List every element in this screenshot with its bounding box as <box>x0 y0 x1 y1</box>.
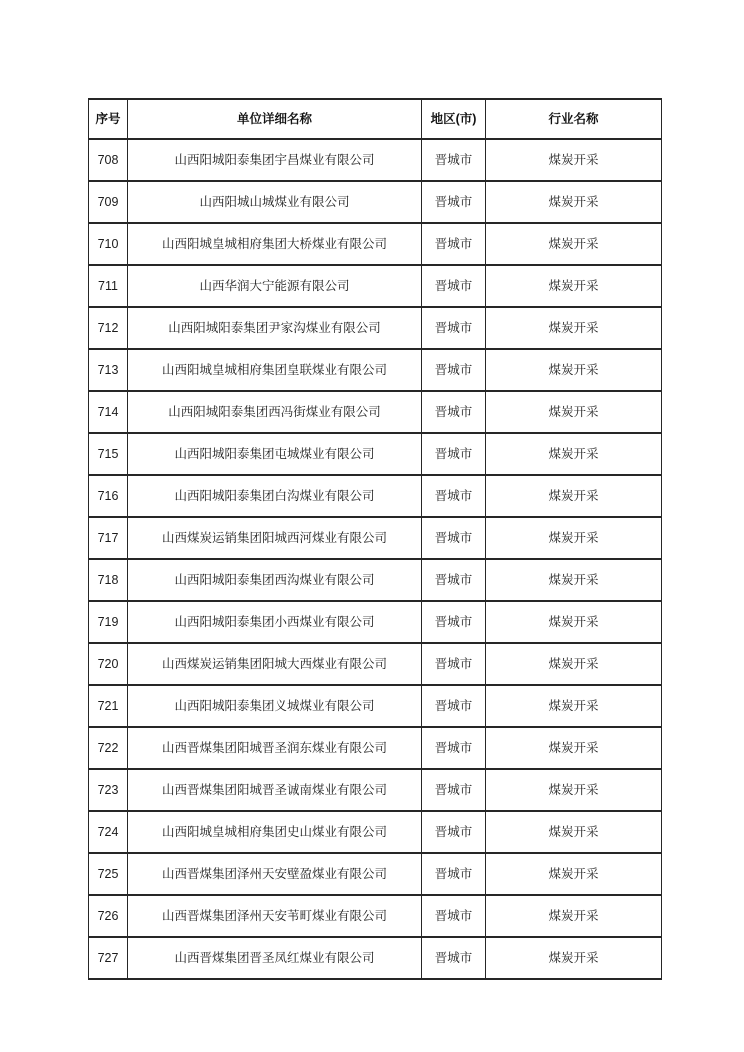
company-name-cell: 山西阳城阳泰集团白沟煤业有限公司 <box>128 475 422 517</box>
region-cell: 晋城市 <box>422 811 486 853</box>
industry-cell: 煤炭开采 <box>486 643 662 685</box>
table-row <box>89 181 662 223</box>
industry-cell: 煤炭开采 <box>486 601 662 643</box>
industry-cell: 煤炭开采 <box>486 475 662 517</box>
row-number-cell: 717 <box>89 517 128 559</box>
company-name-cell: 山西阳城阳泰集团屯城煤业有限公司 <box>128 433 422 475</box>
industry-cell: 煤炭开采 <box>486 139 662 181</box>
industry-cell: 煤炭开采 <box>486 769 662 811</box>
industry-cell: 煤炭开采 <box>486 349 662 391</box>
region-cell: 晋城市 <box>422 349 486 391</box>
region-cell: 晋城市 <box>422 223 486 265</box>
row-number-cell: 727 <box>89 937 128 979</box>
header-region: 地区(市) <box>422 99 486 139</box>
table-body <box>89 139 662 979</box>
row-number-cell: 721 <box>89 685 128 727</box>
region-cell: 晋城市 <box>422 685 486 727</box>
region-cell: 晋城市 <box>422 601 486 643</box>
header-serial-number: 序号 <box>89 99 128 139</box>
company-name-cell: 山西阳城皇城相府集团大桥煤业有限公司 <box>128 223 422 265</box>
header-industry: 行业名称 <box>486 99 662 139</box>
region-cell: 晋城市 <box>422 769 486 811</box>
table-row <box>89 139 662 181</box>
company-name-cell: 山西阳城阳泰集团义城煤业有限公司 <box>128 685 422 727</box>
industry-cell: 煤炭开采 <box>486 811 662 853</box>
company-name-cell: 山西阳城皇城相府集团史山煤业有限公司 <box>128 811 422 853</box>
table-row <box>89 349 662 391</box>
row-number-cell: 716 <box>89 475 128 517</box>
row-number-cell: 723 <box>89 769 128 811</box>
company-name-cell: 山西阳城阳泰集团尹家沟煤业有限公司 <box>128 307 422 349</box>
table-row <box>89 433 662 475</box>
row-number-cell: 725 <box>89 853 128 895</box>
table-row <box>89 559 662 601</box>
row-number-cell: 708 <box>89 139 128 181</box>
row-number-cell: 714 <box>89 391 128 433</box>
table-row <box>89 769 662 811</box>
industry-cell: 煤炭开采 <box>486 265 662 307</box>
row-number-cell: 715 <box>89 433 128 475</box>
region-cell: 晋城市 <box>422 475 486 517</box>
region-cell: 晋城市 <box>422 517 486 559</box>
region-cell: 晋城市 <box>422 727 486 769</box>
table-row <box>89 685 662 727</box>
company-name-cell: 山西晋煤集团晋圣凤红煤业有限公司 <box>128 937 422 979</box>
industry-cell: 煤炭开采 <box>486 559 662 601</box>
region-cell: 晋城市 <box>422 937 486 979</box>
region-cell: 晋城市 <box>422 853 486 895</box>
row-number-cell: 718 <box>89 559 128 601</box>
company-name-cell: 山西晋煤集团泽州天安壁盈煤业有限公司 <box>128 853 422 895</box>
company-name-cell: 山西煤炭运销集团阳城大西煤业有限公司 <box>128 643 422 685</box>
industry-cell: 煤炭开采 <box>486 433 662 475</box>
row-number-cell: 712 <box>89 307 128 349</box>
table-row <box>89 601 662 643</box>
company-name-cell: 山西阳城阳泰集团西冯街煤业有限公司 <box>128 391 422 433</box>
row-number-cell: 724 <box>89 811 128 853</box>
region-cell: 晋城市 <box>422 139 486 181</box>
table-row <box>89 475 662 517</box>
region-cell: 晋城市 <box>422 391 486 433</box>
table-row <box>89 517 662 559</box>
company-name-cell: 山西华润大宁能源有限公司 <box>128 265 422 307</box>
region-cell: 晋城市 <box>422 307 486 349</box>
company-name-cell: 山西阳城阳泰集团西沟煤业有限公司 <box>128 559 422 601</box>
table-row <box>89 895 662 937</box>
header-company-name: 单位详细名称 <box>128 99 422 139</box>
industry-cell: 煤炭开采 <box>486 685 662 727</box>
company-list-table <box>88 98 662 980</box>
row-number-cell: 709 <box>89 181 128 223</box>
table-row <box>89 307 662 349</box>
table-row <box>89 265 662 307</box>
region-cell: 晋城市 <box>422 265 486 307</box>
table-row <box>89 223 662 265</box>
row-number-cell: 726 <box>89 895 128 937</box>
industry-cell: 煤炭开采 <box>486 853 662 895</box>
company-name-cell: 山西晋煤集团阳城晋圣润东煤业有限公司 <box>128 727 422 769</box>
company-name-cell: 山西煤炭运销集团阳城西河煤业有限公司 <box>128 517 422 559</box>
industry-cell: 煤炭开采 <box>486 223 662 265</box>
table-row <box>89 811 662 853</box>
company-name-cell: 山西晋煤集团泽州天安苇町煤业有限公司 <box>128 895 422 937</box>
company-name-cell: 山西阳城皇城相府集团皇联煤业有限公司 <box>128 349 422 391</box>
industry-cell: 煤炭开采 <box>486 727 662 769</box>
region-cell: 晋城市 <box>422 895 486 937</box>
row-number-cell: 722 <box>89 727 128 769</box>
region-cell: 晋城市 <box>422 181 486 223</box>
industry-cell: 煤炭开采 <box>486 391 662 433</box>
table-header-row <box>89 99 662 139</box>
industry-cell: 煤炭开采 <box>486 937 662 979</box>
region-cell: 晋城市 <box>422 643 486 685</box>
region-cell: 晋城市 <box>422 559 486 601</box>
table-row <box>89 853 662 895</box>
industry-cell: 煤炭开采 <box>486 895 662 937</box>
industry-cell: 煤炭开采 <box>486 517 662 559</box>
row-number-cell: 713 <box>89 349 128 391</box>
industry-cell: 煤炭开采 <box>486 181 662 223</box>
row-number-cell: 710 <box>89 223 128 265</box>
industry-cell: 煤炭开采 <box>486 307 662 349</box>
table-row <box>89 937 662 979</box>
row-number-cell: 720 <box>89 643 128 685</box>
company-name-cell: 山西阳城阳泰集团小西煤业有限公司 <box>128 601 422 643</box>
table-row <box>89 391 662 433</box>
company-name-cell: 山西阳城阳泰集团宇昌煤业有限公司 <box>128 139 422 181</box>
company-name-cell: 山西晋煤集团阳城晋圣诚南煤业有限公司 <box>128 769 422 811</box>
region-cell: 晋城市 <box>422 433 486 475</box>
table-row <box>89 643 662 685</box>
row-number-cell: 719 <box>89 601 128 643</box>
table-row <box>89 727 662 769</box>
company-name-cell: 山西阳城山城煤业有限公司 <box>128 181 422 223</box>
row-number-cell: 711 <box>89 265 128 307</box>
